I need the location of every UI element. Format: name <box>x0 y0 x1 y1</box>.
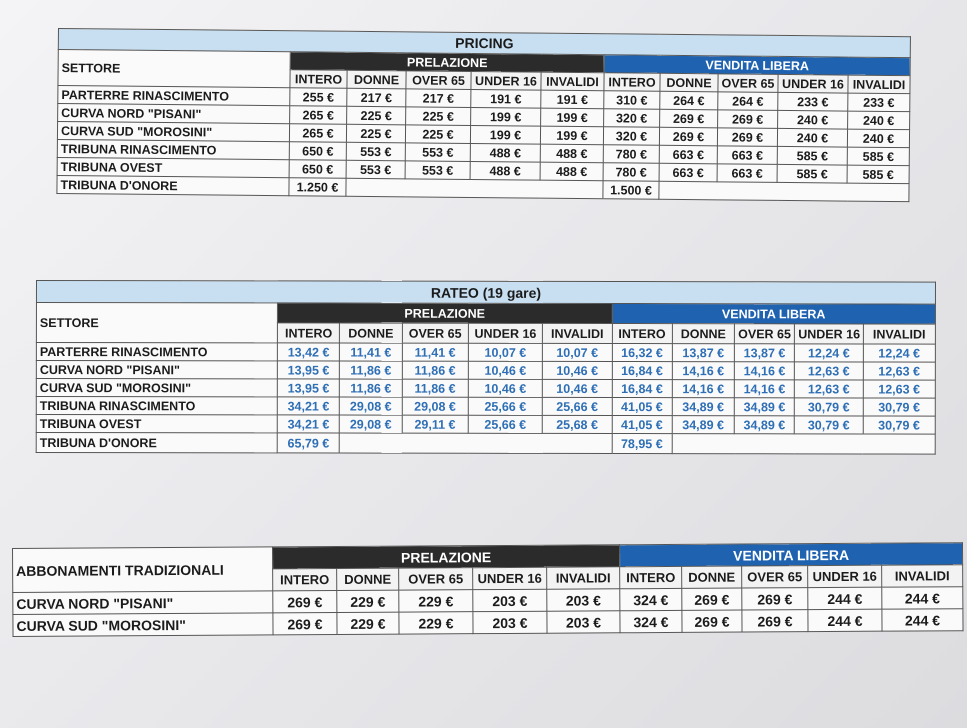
price-cell: 225 € <box>347 106 406 125</box>
sector-name: CURVA SUD "MOROSINI" <box>57 122 289 142</box>
price-cell: 269 € <box>718 110 778 129</box>
sector-name: PARTERRE RINASCIMENTO <box>58 86 290 106</box>
price-cell: 663 € <box>717 146 777 165</box>
price-cell: 41,05 € <box>612 398 672 416</box>
sector-name: TRIBUNA OVEST <box>57 157 289 177</box>
prelazione-header: PRELAZIONE <box>272 545 619 569</box>
price-cell: 488 € <box>470 143 540 162</box>
price-cell: 269 € <box>273 591 337 613</box>
price-cell: 199 € <box>540 126 603 145</box>
price-cell: 585 € <box>847 147 909 166</box>
price-cell: 229 € <box>337 612 399 634</box>
sector-name: TRIBUNA OVEST <box>36 415 277 433</box>
price-cell: 269 € <box>659 127 717 146</box>
price-cell: 650 € <box>289 142 346 161</box>
price-cell: 16,84 € <box>612 380 672 398</box>
col-header: DONNE <box>672 324 734 344</box>
col-header: UNDER 16 <box>468 323 542 343</box>
price-cell: 240 € <box>847 129 909 148</box>
price-cell: 10,46 € <box>468 361 542 379</box>
price-cell: 663 € <box>659 163 717 182</box>
price-cell: 244 € <box>882 609 963 631</box>
sector-name: CURVA SUD "MOROSINI" <box>13 613 273 637</box>
col-header: INTERO <box>290 70 347 89</box>
price-cell: 585 € <box>777 164 847 183</box>
price-cell: 663 € <box>717 164 777 183</box>
price-cell: 30,79 € <box>795 398 863 416</box>
sector-name: PARTERRE RINASCIMENTO <box>36 343 277 361</box>
price-cell: 240 € <box>777 128 847 147</box>
price-cell: 25,68 € <box>542 415 611 433</box>
price-cell: 320 € <box>603 127 659 146</box>
col-header: DONNE <box>347 70 406 89</box>
price-cell: 265 € <box>290 106 347 125</box>
price-cell: 12,24 € <box>863 344 935 362</box>
price-cell: 225 € <box>406 107 471 126</box>
col-header: INVALIDI <box>543 323 612 343</box>
price-cell: 11,41 € <box>402 343 468 361</box>
col-header: UNDER 16 <box>795 324 863 344</box>
price-cell: 553 € <box>346 160 405 179</box>
settore-header: SETTORE <box>58 50 290 88</box>
price-cell: 34,89 € <box>672 416 734 434</box>
col-header: UNDER 16 <box>778 74 848 93</box>
col-header: INTERO <box>273 569 337 591</box>
rateo-table <box>36 280 936 455</box>
price-cell: 11,86 € <box>402 361 468 379</box>
pricing-table <box>56 28 911 202</box>
col-header: INVALIDI <box>863 324 935 344</box>
price-cell: 34,21 € <box>277 415 339 433</box>
col-header: OVER 65 <box>399 568 473 590</box>
price-cell: 203 € <box>473 589 547 611</box>
price-cell: 217 € <box>347 88 406 107</box>
col-header: OVER 65 <box>742 566 808 588</box>
vendita-libera-header: VENDITA LIBERA <box>612 304 936 325</box>
price-cell: 14,16 € <box>672 362 734 380</box>
empty-cell <box>346 178 603 198</box>
table-row <box>36 415 935 435</box>
price-cell: 229 € <box>337 590 399 612</box>
price-cell: 320 € <box>604 109 660 128</box>
col-header: DONNE <box>337 568 399 590</box>
col-header: DONNE <box>660 73 718 92</box>
price-cell: 233 € <box>848 93 910 112</box>
price-cell: 225 € <box>405 125 470 144</box>
price-cell: 191 € <box>541 90 604 109</box>
col-header: DONNE <box>340 323 402 343</box>
abbonamenti-table <box>12 542 964 637</box>
price-cell: 41,05 € <box>612 416 672 434</box>
price-cell: 30,79 € <box>863 416 935 434</box>
price-cell: 488 € <box>470 161 540 180</box>
price-cell: 310 € <box>604 91 660 110</box>
price-cell: 244 € <box>808 587 882 609</box>
price-cell: 1.250 € <box>289 178 346 197</box>
col-header: INVALIDI <box>547 567 620 589</box>
price-cell: 199 € <box>541 108 604 127</box>
sector-name: TRIBUNA RINASCIMENTO <box>57 139 289 159</box>
col-header: INVALIDI <box>882 565 963 587</box>
price-cell: 269 € <box>660 109 718 128</box>
price-cell: 244 € <box>808 609 882 631</box>
price-cell: 10,46 € <box>468 379 542 397</box>
price-cell: 10,46 € <box>543 361 612 379</box>
price-cell: 225 € <box>346 124 405 143</box>
sector-name: CURVA NORD "PISANI" <box>36 361 277 379</box>
price-cell: 324 € <box>620 610 682 632</box>
price-cell: 488 € <box>540 162 603 181</box>
price-cell: 255 € <box>290 88 347 107</box>
price-cell: 199 € <box>471 107 541 126</box>
price-cell: 30,79 € <box>795 416 863 434</box>
price-cell: 10,46 € <box>542 379 611 397</box>
price-cell: 203 € <box>547 611 620 633</box>
col-header: UNDER 16 <box>808 565 882 587</box>
price-cell: 11,86 € <box>340 361 402 379</box>
price-cell: 650 € <box>289 160 346 179</box>
price-cell: 13,87 € <box>672 344 734 362</box>
price-cell: 244 € <box>882 587 963 609</box>
table-row <box>13 609 963 637</box>
col-header: OVER 65 <box>718 74 778 93</box>
table-row <box>36 397 935 417</box>
price-cell: 34,21 € <box>277 397 339 415</box>
col-header: OVER 65 <box>402 323 468 343</box>
price-cell: 29,08 € <box>340 415 402 433</box>
empty-cell <box>340 433 612 453</box>
price-cell: 269 € <box>682 588 742 610</box>
sector-name: TRIBUNA D'ONORE <box>36 433 277 453</box>
price-cell: 25,66 € <box>542 397 611 415</box>
vendita-libera-header: VENDITA LIBERA <box>620 543 963 567</box>
table-row <box>36 433 935 455</box>
vendita-libera-header: VENDITA LIBERA <box>604 55 910 76</box>
abbonamenti-label: ABBONAMENTI TRADIZIONALI <box>13 547 273 593</box>
price-cell: 29,08 € <box>340 397 402 415</box>
price-cell: 30,79 € <box>863 398 935 416</box>
col-header: INTERO <box>604 73 660 92</box>
price-cell: 12,24 € <box>795 344 863 362</box>
col-header: DONNE <box>682 566 742 588</box>
col-header: UNDER 16 <box>473 567 547 589</box>
price-cell: 324 € <box>620 588 682 610</box>
sector-name: CURVA SUD "MOROSINI" <box>36 379 277 397</box>
empty-cell <box>672 434 935 454</box>
col-header: INVALIDI <box>848 75 910 94</box>
price-cell: 264 € <box>718 92 778 111</box>
price-cell: 780 € <box>603 163 659 182</box>
settore-header: SETTORE <box>36 303 277 343</box>
price-cell: 585 € <box>777 146 847 165</box>
price-cell: 269 € <box>273 613 337 635</box>
price-cell: 1.500 € <box>603 181 659 200</box>
price-cell: 10,07 € <box>468 343 542 361</box>
col-header: INVALIDI <box>541 72 604 91</box>
price-cell: 269 € <box>742 588 808 610</box>
sector-name: CURVA NORD "PISANI" <box>13 591 273 615</box>
price-cell: 12,63 € <box>863 362 935 380</box>
price-cell: 269 € <box>717 128 777 147</box>
price-cell: 16,32 € <box>612 344 672 362</box>
sector-name: TRIBUNA D'ONORE <box>57 175 289 195</box>
prelazione-header: PRELAZIONE <box>290 52 604 73</box>
prelazione-header: PRELAZIONE <box>277 303 611 324</box>
price-cell: 34,89 € <box>672 398 734 416</box>
price-cell: 13,42 € <box>277 343 339 361</box>
price-cell: 13,87 € <box>734 344 794 362</box>
price-cell: 229 € <box>399 590 473 612</box>
price-cell: 12,63 € <box>795 380 863 398</box>
price-cell: 12,63 € <box>795 362 863 380</box>
price-cell: 25,66 € <box>468 415 542 433</box>
price-cell: 11,86 € <box>340 379 402 397</box>
table-row <box>36 361 935 381</box>
price-cell: 199 € <box>470 125 540 144</box>
price-cell: 240 € <box>848 111 910 130</box>
rateo-title: RATEO (19 gare) <box>36 281 935 305</box>
price-cell: 488 € <box>540 144 603 163</box>
price-cell: 269 € <box>742 610 808 632</box>
col-header: OVER 65 <box>734 324 794 344</box>
price-cell: 553 € <box>405 143 470 162</box>
price-cell: 203 € <box>547 589 620 611</box>
price-cell: 12,63 € <box>863 380 935 398</box>
price-cell: 14,16 € <box>734 380 794 398</box>
price-cell: 585 € <box>847 165 909 184</box>
price-cell: 264 € <box>660 91 718 110</box>
price-cell: 16,84 € <box>612 362 672 380</box>
price-cell: 14,16 € <box>734 362 794 380</box>
col-header: INTERO <box>620 566 682 588</box>
table-row <box>36 343 935 363</box>
sector-name: TRIBUNA RINASCIMENTO <box>36 397 277 415</box>
price-cell: 29,11 € <box>402 415 468 433</box>
price-cell: 11,41 € <box>340 343 402 361</box>
price-cell: 240 € <box>778 110 848 129</box>
col-header: INTERO <box>612 324 672 344</box>
price-cell: 65,79 € <box>277 433 339 453</box>
price-cell: 13,95 € <box>277 361 339 379</box>
price-cell: 663 € <box>659 145 717 164</box>
price-cell: 78,95 € <box>612 434 672 454</box>
price-cell: 34,89 € <box>734 416 794 434</box>
col-header: UNDER 16 <box>471 71 541 90</box>
price-cell: 217 € <box>406 89 471 108</box>
pricing-title: PRICING <box>58 29 910 58</box>
price-cell: 11,86 € <box>402 379 468 397</box>
price-cell: 233 € <box>778 92 848 111</box>
price-cell: 553 € <box>346 142 405 161</box>
table-row <box>36 379 935 399</box>
col-header: OVER 65 <box>406 71 471 90</box>
price-cell: 229 € <box>399 612 473 634</box>
price-cell: 191 € <box>471 89 541 108</box>
price-cell: 269 € <box>682 610 742 632</box>
price-cell: 553 € <box>405 161 470 180</box>
price-cell: 203 € <box>473 611 547 633</box>
col-header: INTERO <box>277 323 339 343</box>
price-cell: 14,16 € <box>672 380 734 398</box>
price-cell: 780 € <box>603 145 659 164</box>
price-cell: 10,07 € <box>543 343 612 361</box>
price-cell: 13,95 € <box>277 379 339 397</box>
price-cell: 34,89 € <box>734 398 794 416</box>
price-cell: 265 € <box>289 124 346 143</box>
empty-cell <box>659 181 909 201</box>
price-cell: 29,08 € <box>402 397 468 415</box>
sector-name: CURVA NORD "PISANI" <box>58 104 290 124</box>
price-cell: 25,66 € <box>468 397 542 415</box>
